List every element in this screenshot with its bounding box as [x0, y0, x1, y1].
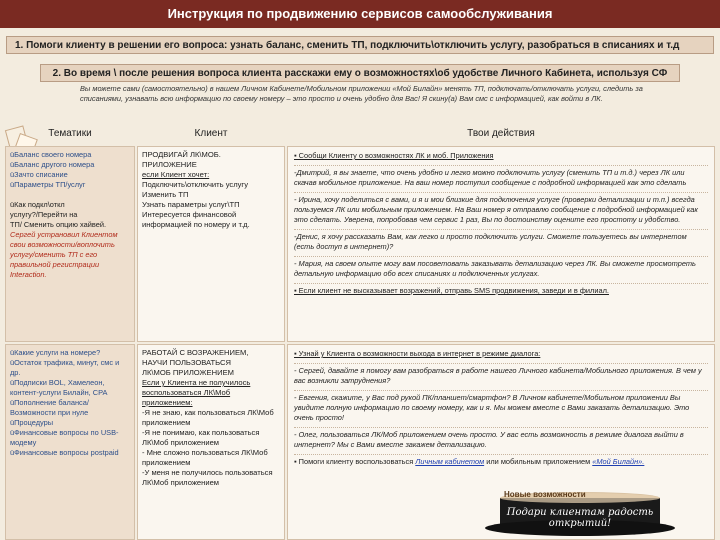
topic-item: üБаланс своего номера [10, 150, 92, 159]
topic-item: üФинансовые вопросы по USB-модему [10, 428, 119, 447]
step-1-heading: 1. Помоги клиенту в решении его вопроса: узнать баланс, сменить ТП, подключить\отключить услугу, разобраться в списаниях и т.д [6, 36, 714, 54]
client-line: ПРОДВИГАЙ ЛК\МОБ. [142, 150, 221, 159]
client-line: Интересуется финансовой [142, 210, 237, 219]
topic-item: üЗачто списание [10, 170, 68, 179]
row1-actions [287, 146, 715, 342]
my-beeline-link[interactable]: «Мой Билайн». [592, 457, 645, 466]
hat-title: Новые возможности [504, 490, 586, 499]
hat-slogan: Подари клиентам радость открытий! [506, 507, 654, 529]
action-line: ▪ Если клиент не высказывает возражений, отправь SMS продвижения, заведи и в филиал. [294, 286, 609, 295]
client-line: Узнать параметры услуг\ТП [142, 200, 240, 209]
client-line: воспользоваться ЛК\Моб [142, 388, 231, 397]
topic-item: üФинансовые вопросы postpaid [10, 448, 119, 457]
topic-item: üПодписки BOL, Хамелеон, контент-услуги Билайн, CPA [10, 378, 108, 397]
topic-item: üКакие услуги на номере? [10, 348, 101, 357]
client-line: приложением: [142, 398, 193, 407]
client-line: ПРИЛОЖЕНИЕ [142, 160, 197, 169]
action-line: - Евгения, скажите, у Вас под рукой ПК/планшет/смартфон? В Личном кабинете/Мобильном приложении Вы увидите полную информацию по своему номеру, как и я. Мы можем вместе с Вами заказать детализацию. Это очень просто! [294, 391, 708, 428]
client-line: - Мне сложно пользоваться ЛК\Моб приложением [142, 448, 268, 467]
action-line: ▪ Узнай у Клиента о возможности выхода в интернет в режиме диалога: [294, 347, 708, 364]
header-client: Клиент [194, 128, 228, 139]
topic-note: Сергей устрановил Клиентом свои возможности/воплочить услугу/сменить ТП с его правильной регистрации Interaction. [10, 230, 118, 279]
action-line: - Сергей, давайте я помогу вам разобраться в работе нашего Личного кабинета/Мобильного приложения. В чем у вас возникли затруднения? [294, 364, 708, 391]
client-line: если Клиент хочет: [142, 170, 210, 179]
action-line: - Олег, пользоваться ЛК/Моб приложением очень просто. У вас есть возможность в режиме диалога выйти в интернет? Мы с Вами вместе закажем детализацию. [294, 428, 708, 455]
row2-client [137, 344, 285, 540]
page-title: Инструкция по продвижению сервисов самообслуживания [0, 0, 720, 28]
personal-cabinet-link[interactable]: Личным кабинетом [415, 457, 485, 466]
topic-item: üОстаток трафика, минут, смс и др. [10, 358, 120, 377]
step-2-heading: 2. Во время \ после решения вопроса клиента расскажи ему о возможностях\об удобстве Личного Кабинета, используя СФ [40, 64, 680, 82]
header-topics: Тематики [48, 128, 92, 139]
client-line: -Я не знаю, как пользоваться ЛК\Моб приложением [142, 408, 274, 427]
row1-client [137, 146, 285, 342]
topic-item: üПроцедуры [10, 418, 54, 427]
topic-item: üПараметры ТП/услуг [10, 180, 86, 189]
client-line: Если у Клиента не получилось [142, 378, 251, 387]
topic-item: üБаланс другого номера [10, 160, 95, 169]
client-line: ЛК\МОБ ПРИЛОЖЕНИЕМ [142, 368, 234, 377]
row1-topics [5, 146, 135, 342]
client-line: информацией по номеру и т.д. [142, 220, 250, 229]
action-line: - Мария, на своем опыте могу вам посоветовать заказывать детализацию через ЛК. Вы сможете просмотреть детальную информацию обо всех списаниях и подключенных услугах. [294, 257, 708, 284]
action-line [294, 455, 708, 471]
topic-item: üКак подкл\откл [10, 200, 65, 209]
action-line: -Дмитрий, я вы знаете, что очень удобно и легко можно подключить услугу (сменить ТП и т.д.) через ЛК или скачав мобильное приложение. На ваш номер поступил сообщение с подробной информацией как это сделать [294, 166, 708, 193]
action-text: ▪ Помоги клиенту воспользоваться [294, 457, 414, 466]
client-line: Подключить\отключить услугу [142, 180, 249, 189]
intro-text: Вы можете сами (самостоятельно) в нашем Личном Кабинете/Мобильном приложении «Мой Билайн» менять ТП, подключать/отключать услуги, следить за списаниями, узнавать всю информацию по своему номеру – это просто и очень удобно для Вас! Я скину(а) Вам смс с информацией, как войти в ЛК. [80, 84, 643, 103]
client-line: РАБОТАЙ С ВОЗРАЖЕНИЕМ, [142, 348, 249, 357]
header-actions: Твои действия [467, 128, 535, 139]
client-line: Изменить ТП [142, 190, 189, 199]
client-line: -Я не понимаю, как пользоваться ЛК\Моб приложением [142, 428, 260, 447]
client-line: НАУЧИ ПОЛЬЗОВАТЬСЯ [142, 358, 231, 367]
action-line: ▪ Сообщи Клиенту о возможностях ЛК и моб. Приложения [294, 149, 708, 166]
row2-topics [5, 344, 135, 540]
action-text: или мобильным приложением [486, 457, 591, 466]
client-line: -У меня не получилось пользоваться ЛК\Моб приложением [142, 468, 273, 487]
topic-item: ТП/ Сменить опцию хайвей. [10, 220, 107, 229]
action-line: -Денис, я хочу рассказать Вам, как легко и просто подключить услуги. Сможете пользуетесь вы интернетом (есть доступ в интернет)? [294, 230, 708, 257]
action-line: - Ирина, хочу поделиться с вами, и я и мои близкие для подключения услуге (проверки детализации и т.п.) всегда пользуемся ЛК или мобильным приложением. На Ваш номер я отправлю сообщение с подробной информацией как это сделать. Уверена, попробовав чем сервис 1 раз, Вы по достоинству оцените его простоту и удобство. [294, 193, 708, 230]
topic-item: üПополнение баланса/Возможности при нуле [10, 398, 89, 417]
topic-item: услугу?/Перейти на [10, 210, 78, 219]
